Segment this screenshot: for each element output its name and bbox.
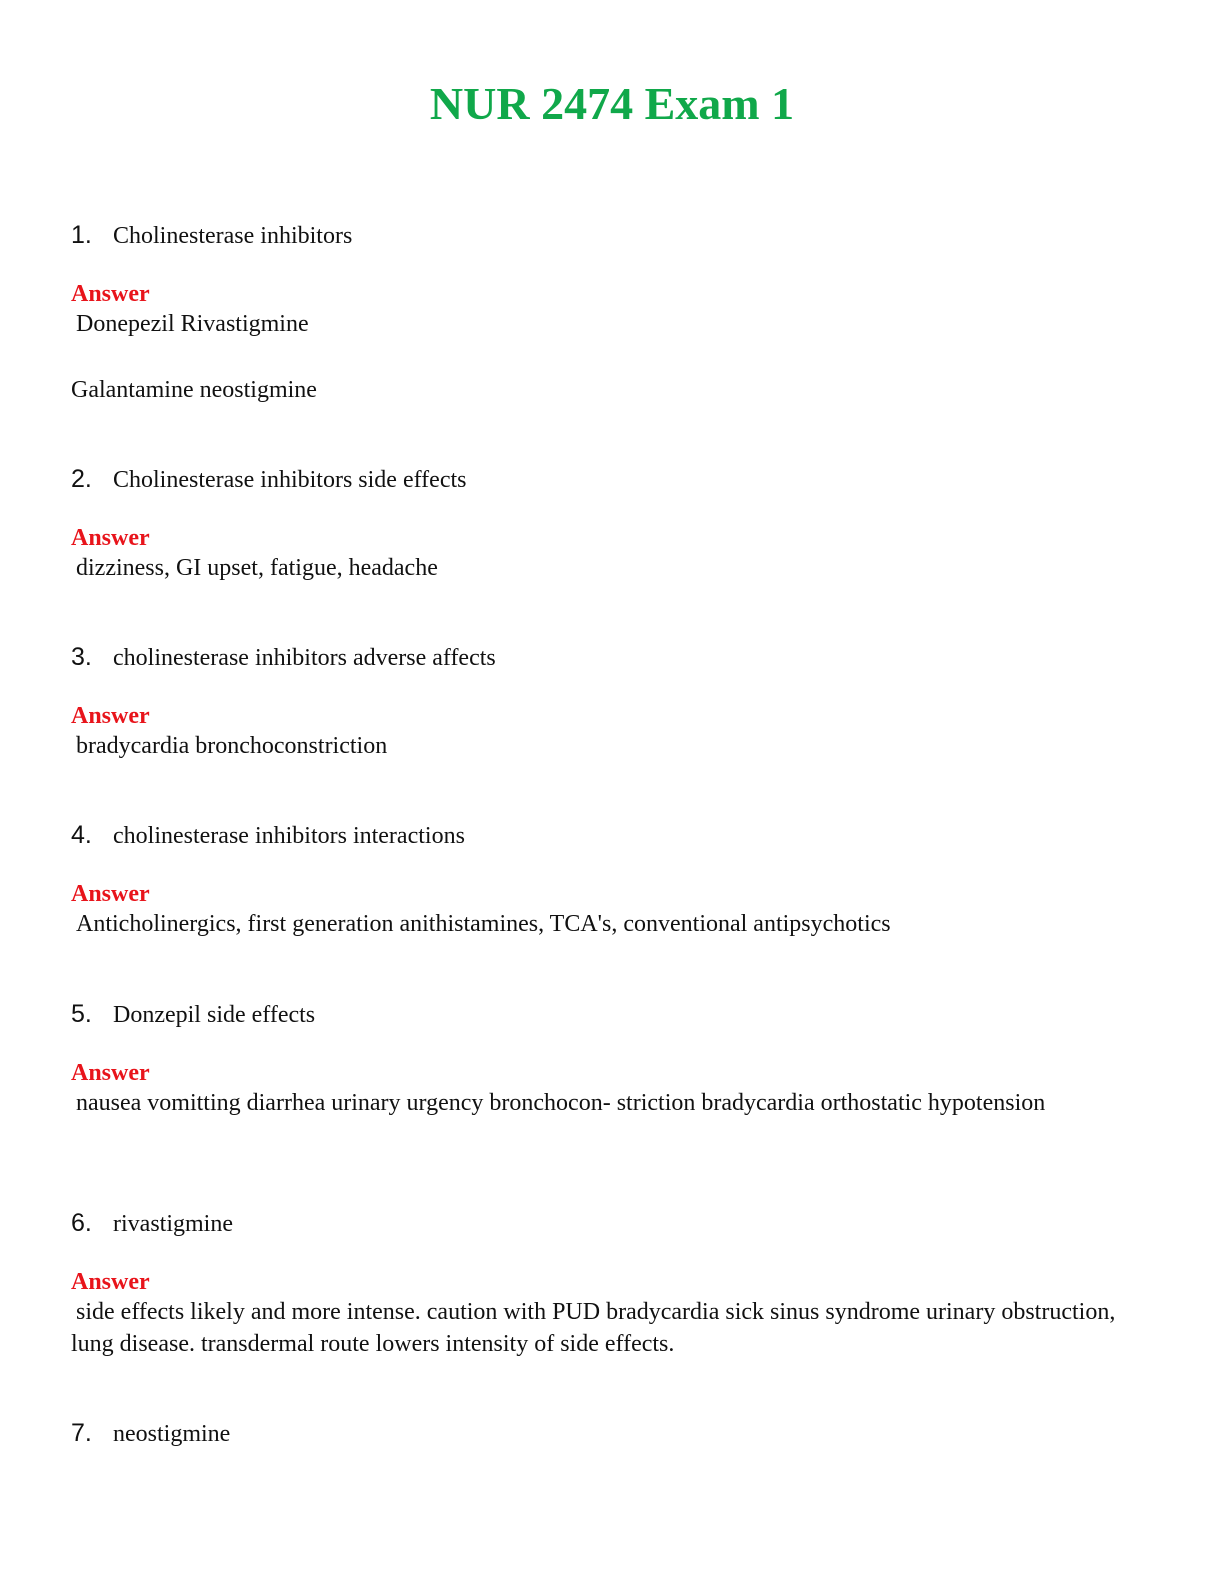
question-text: cholinesterase inhibitors adverse affects xyxy=(113,645,496,671)
question xyxy=(71,640,1151,674)
page-title: NUR 2474 Exam 1 xyxy=(429,78,795,129)
question-number: 7. xyxy=(71,1419,92,1447)
question-number: 2. xyxy=(71,465,92,493)
question-text: rivastigmine xyxy=(113,1211,233,1237)
answer-text: nausea vomitting diarrhea urinary urgency bronchocon- striction bradycardia orthostatic hypotension xyxy=(76,1090,1046,1116)
question-number: 1. xyxy=(71,221,92,249)
qa-item-3 xyxy=(71,640,1151,762)
answer-text: Anticholinergics, first generation anithistamines, TCA's, conventional antipsychotics xyxy=(76,911,891,937)
question-number: 4. xyxy=(71,821,92,849)
answer-label: Answer xyxy=(71,703,150,729)
qa-item-7 xyxy=(71,1416,1151,1450)
question-text: Cholinesterase inhibitors xyxy=(113,223,353,249)
qa-item-5 xyxy=(71,997,1151,1119)
question xyxy=(71,462,1151,496)
question-number: 6. xyxy=(71,1209,92,1237)
answer-label: Answer xyxy=(71,281,150,307)
qa-item-6 xyxy=(71,1206,1151,1360)
qa-item-2 xyxy=(71,462,1151,584)
answer-text: bradycardia bronchoconstriction xyxy=(76,733,388,759)
answer-label: Answer xyxy=(71,1269,150,1295)
answer-label: Answer xyxy=(71,525,150,551)
question-number: 5. xyxy=(71,1000,92,1028)
question xyxy=(71,818,1151,852)
question-text: cholinesterase inhibitors interactions xyxy=(113,823,465,849)
question xyxy=(71,1416,1151,1450)
question xyxy=(71,997,1151,1031)
answer-text-continued: Galantamine neostigmine xyxy=(71,377,317,403)
question xyxy=(71,218,1151,252)
qa-item-4 xyxy=(71,818,1151,940)
question-text: Cholinesterase inhibitors side effects xyxy=(113,467,467,493)
answer-text: dizziness, GI upset, fatigue, headache xyxy=(76,555,438,581)
answer-label: Answer xyxy=(71,881,150,907)
question-number: 3. xyxy=(71,643,92,671)
answer-label: Answer xyxy=(71,1060,150,1086)
qa-item-1 xyxy=(71,218,1151,406)
answer-text: side effects likely and more intense. caution with PUD bradycardia sick sinus syndrome urinary obstruction, lung disease. transdermal route lowers intensity of side effects. xyxy=(71,1299,1116,1357)
question-text: neostigmine xyxy=(113,1421,231,1447)
question-text: Donzepil side effects xyxy=(113,1002,316,1028)
question xyxy=(71,1206,1151,1240)
answer-text: Donepezil Rivastigmine xyxy=(76,311,309,337)
